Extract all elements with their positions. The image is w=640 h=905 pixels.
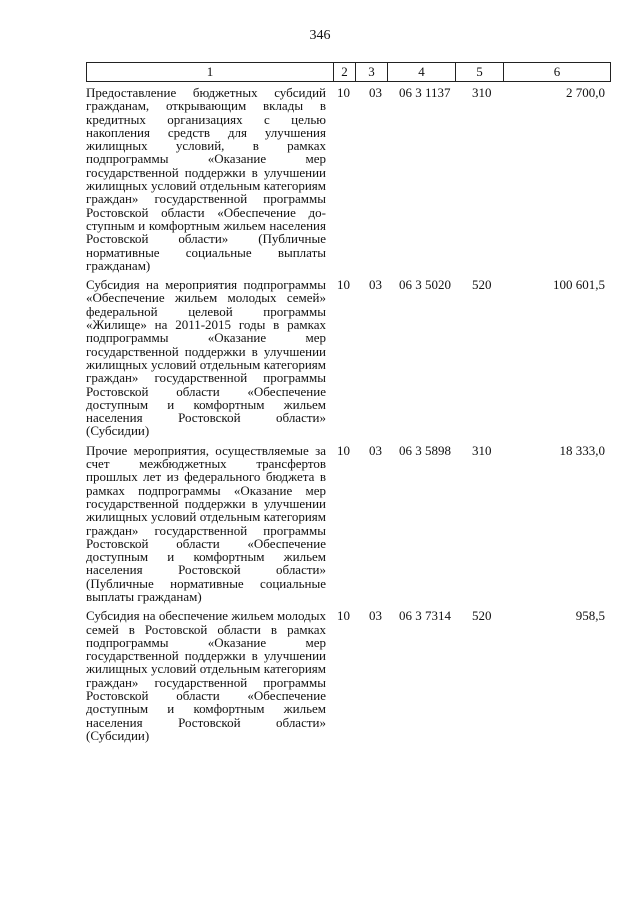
- row-target-article-code: 06 3 5898: [399, 442, 451, 458]
- table-row: [86, 444, 611, 604]
- row-description: Прочие мероприятия, осуществляемые за счет межбюджетных трансфертов прошлых лет из федерального бюджета в рамках подпрограммы «Оказание мер государственной поддержки в улучшении жилищных условий отдельным категориям граждан» государственной программы Ростовской области «Обеспечение доступным и комфортным жильем населения Ростовской области» (Публичные нормативные социальные выплаты гражданам): [86, 442, 326, 604]
- row-expense-type-code: 520: [472, 277, 492, 293]
- row-section-code: 10: [337, 277, 350, 293]
- row-section-code: 10: [337, 608, 350, 624]
- header-col-2: 2: [334, 63, 356, 81]
- row-target-article-code: 06 3 1137: [399, 85, 451, 100]
- row-subsection-code: 03: [369, 277, 382, 293]
- row-amount: 2 700,0: [566, 85, 605, 100]
- row-section-code: 10: [337, 85, 350, 100]
- page-number: 346: [309, 28, 331, 43]
- header-col-5: 5: [456, 63, 504, 81]
- row-amount: 18 333,0: [559, 442, 605, 458]
- header-col-1: 1: [87, 63, 334, 81]
- row-amount: 100 601,5: [553, 277, 605, 293]
- table-row: [86, 86, 611, 272]
- table-row: [86, 609, 611, 742]
- row-description: Предоставление бюджетных субсидий гражданам, открывающим вклады в кредитных организациях с целью накопления средств для улучшения жилищных условий, в рамках подпрограммы «Оказание мер государственной поддержки в улучшении жилищных условий отдельным категориям граждан» государственной программы Ростовской области «Обеспечение доступным и комфортным жильем населения Ростовской области» (Публичные нормативные социальные выплаты гражданам): [86, 85, 326, 273]
- table-header: [86, 62, 611, 82]
- row-subsection-code: 03: [369, 442, 382, 458]
- row-expense-type-code: 310: [472, 85, 492, 100]
- header-col-6: 6: [553, 64, 561, 79]
- row-expense-type-code: 310: [472, 442, 492, 458]
- header-col-4: 4: [388, 63, 456, 81]
- row-subsection-code: 03: [369, 85, 382, 100]
- row-subsection-code: 03: [369, 608, 382, 624]
- table-row: [86, 278, 611, 438]
- row-description: Субсидия на обеспечение жильем молодых семей в Ростовской области в рамках подпрограммы «Оказание мер государственной поддержки в улучшении жилищных условий отдельным категориям граждан» государственной программы Ростовской области «Обеспечение доступным и комфортным жильем населения Ростовской области» (Субсидии): [86, 608, 326, 743]
- row-description: Субсидия на мероприятия подпрограммы «Обеспечение жильем молодых семей» федеральной целевой программы «Жилище» на 2011-2015 годы в рамках подпрограммы «Оказание мер государственной поддержки в улучшении жилищных условий отдельным категориям граждан» государственной программы Ростовской области «Обеспечение доступным и комфортным жильем населения Ростовской области» (Субсидии): [86, 277, 326, 439]
- row-target-article-code: 06 3 5020: [399, 277, 451, 293]
- row-target-article-code: 06 3 7314: [399, 608, 451, 624]
- row-expense-type-code: 520: [472, 608, 492, 624]
- header-col-3: 3: [356, 63, 388, 81]
- row-amount: 958,5: [575, 608, 605, 624]
- row-section-code: 10: [337, 442, 350, 458]
- table-body: [86, 86, 611, 748]
